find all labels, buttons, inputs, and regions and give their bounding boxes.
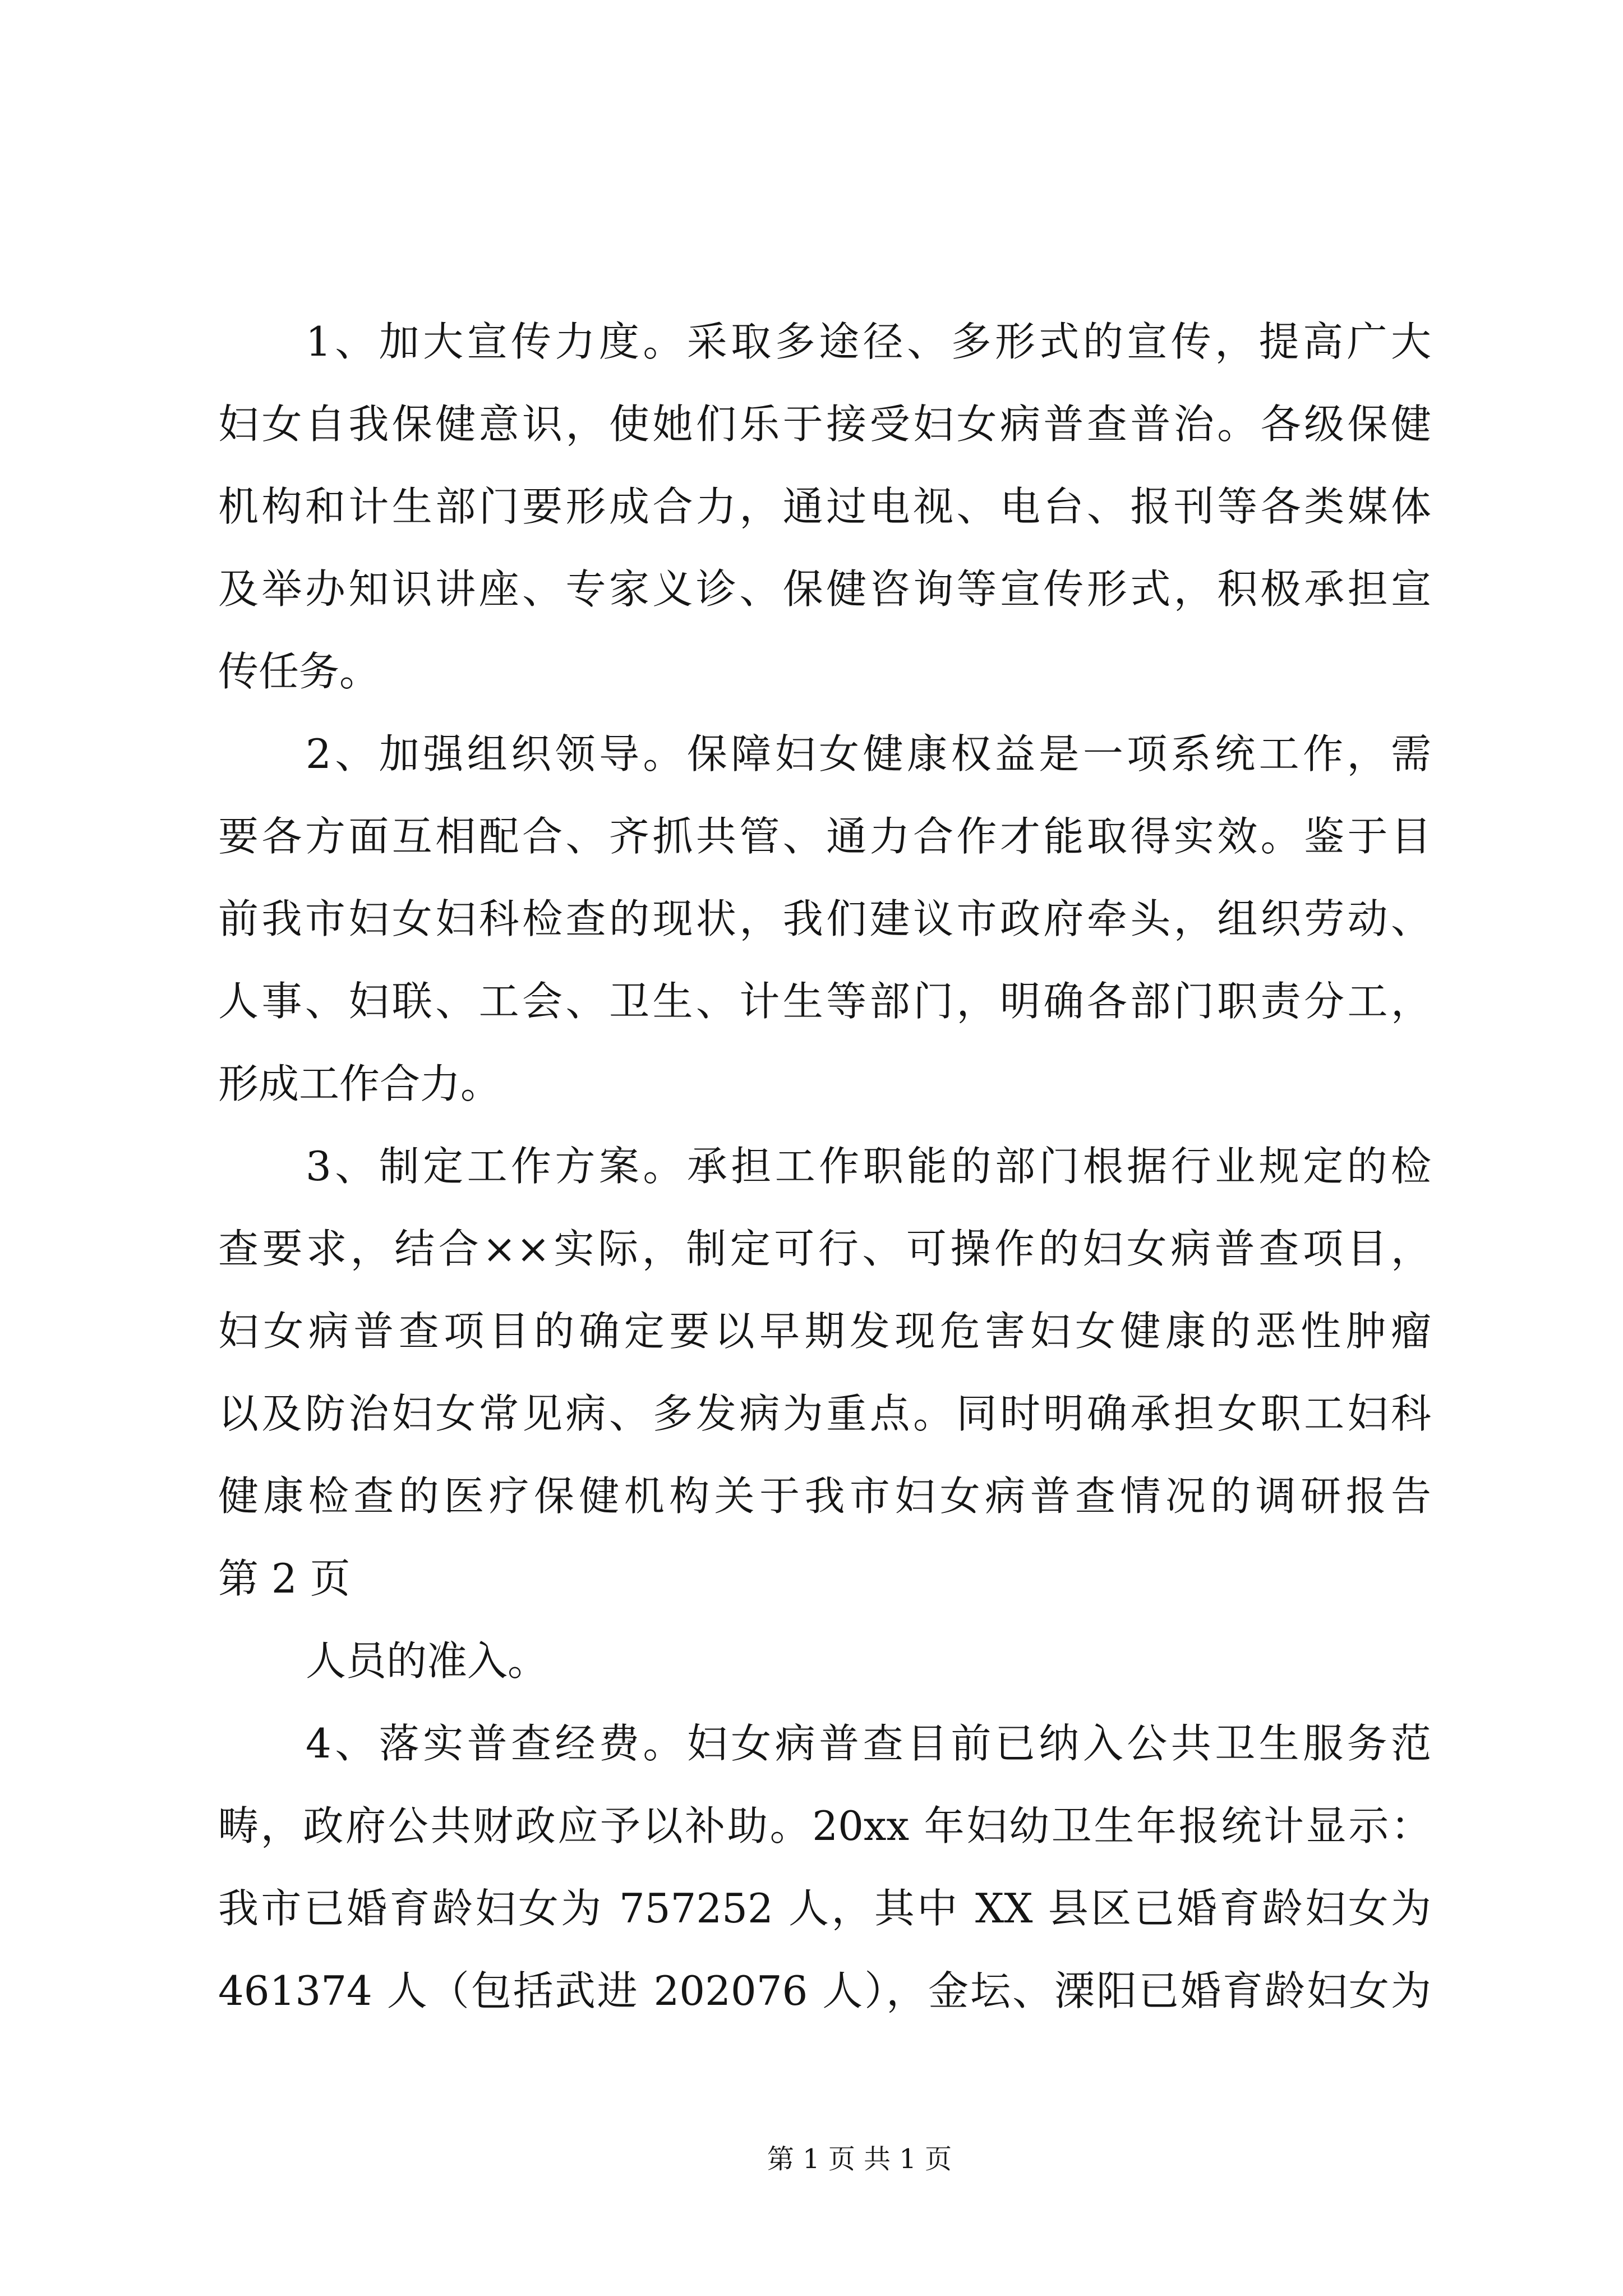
paragraph-continuation	[218, 1620, 1431, 1703]
paragraph-line: 人员的准入。	[306, 1637, 548, 1685]
paragraph-work-plan	[218, 1125, 1431, 1620]
paragraph-line: 机构和计生部门要形成合力，通过电视、电台、报刊等各类媒体	[218, 483, 1431, 530]
paragraph-line: 及举办知识讲座、专家义诊、保健咨询等宣传形式，积极承担宣	[218, 565, 1431, 613]
paragraph-line: 传任务。	[218, 648, 380, 695]
paragraph-line: 要各方面互相配合、齐抓共管、通力合作才能取得实效。鉴于目	[218, 813, 1431, 860]
paragraph-line: 前我市妇女妇科检查的现状，我们建议市政府牵头，组织劳动、	[218, 895, 1431, 942]
paragraph-line: 3、制定工作方案。承担工作职能的部门根据行业规定的检	[306, 1143, 1431, 1190]
paragraph-line: 461374 人（包括武进 202076 人），金坛、溧阳已婚育龄妇女为	[218, 1967, 1431, 2014]
page-footer: 第 1 页 共 1 页	[767, 2143, 952, 2175]
paragraph-line: 妇女自我保健意识，使她们乐于接受妇女病普查普治。各级保健	[218, 401, 1431, 448]
paragraph-leadership	[218, 713, 1431, 1125]
page-break-marker: 第 2 页	[218, 1555, 351, 1602]
paragraph-funding	[218, 1703, 1431, 2032]
paragraph-line: 畴，政府公共财政应予以补助。20xx 年妇幼卫生年报统计显示：	[218, 1802, 1431, 1849]
paragraph-line: 形成工作合力。	[218, 1060, 501, 1107]
paragraph-line: 妇女病普查项目的确定要以早期发现危害妇女健康的恶性肿瘤	[218, 1308, 1431, 1355]
paragraph-publicity	[218, 301, 1431, 713]
paragraph-line: 查要求，结合××实际，制定可行、可操作的妇女病普查项目，	[218, 1225, 1431, 1272]
paragraph-line: 4、落实普查经费。妇女病普查目前已纳入公共卫生服务范	[306, 1720, 1431, 1767]
document-body	[218, 301, 1431, 2032]
paragraph-line: 人事、妇联、工会、卫生、计生等部门，明确各部门职责分工，	[218, 978, 1431, 1025]
paragraph-line: 2、加强组织领导。保障妇女健康权益是一项系统工作，需	[306, 730, 1431, 777]
paragraph-line: 我市已婚育龄妇女为 757252 人，其中 XX 县区已婚育龄妇女为	[218, 1885, 1431, 1932]
paragraph-line: 以及防治妇女常见病、多发病为重点。同时明确承担女职工妇科	[218, 1390, 1431, 1437]
paragraph-line: 1、加大宣传力度。采取多途径、多形式的宣传，提高广大	[306, 318, 1431, 365]
paragraph-line: 健康检查的医疗保健机构关于我市妇女病普查情况的调研报告	[218, 1473, 1431, 1520]
